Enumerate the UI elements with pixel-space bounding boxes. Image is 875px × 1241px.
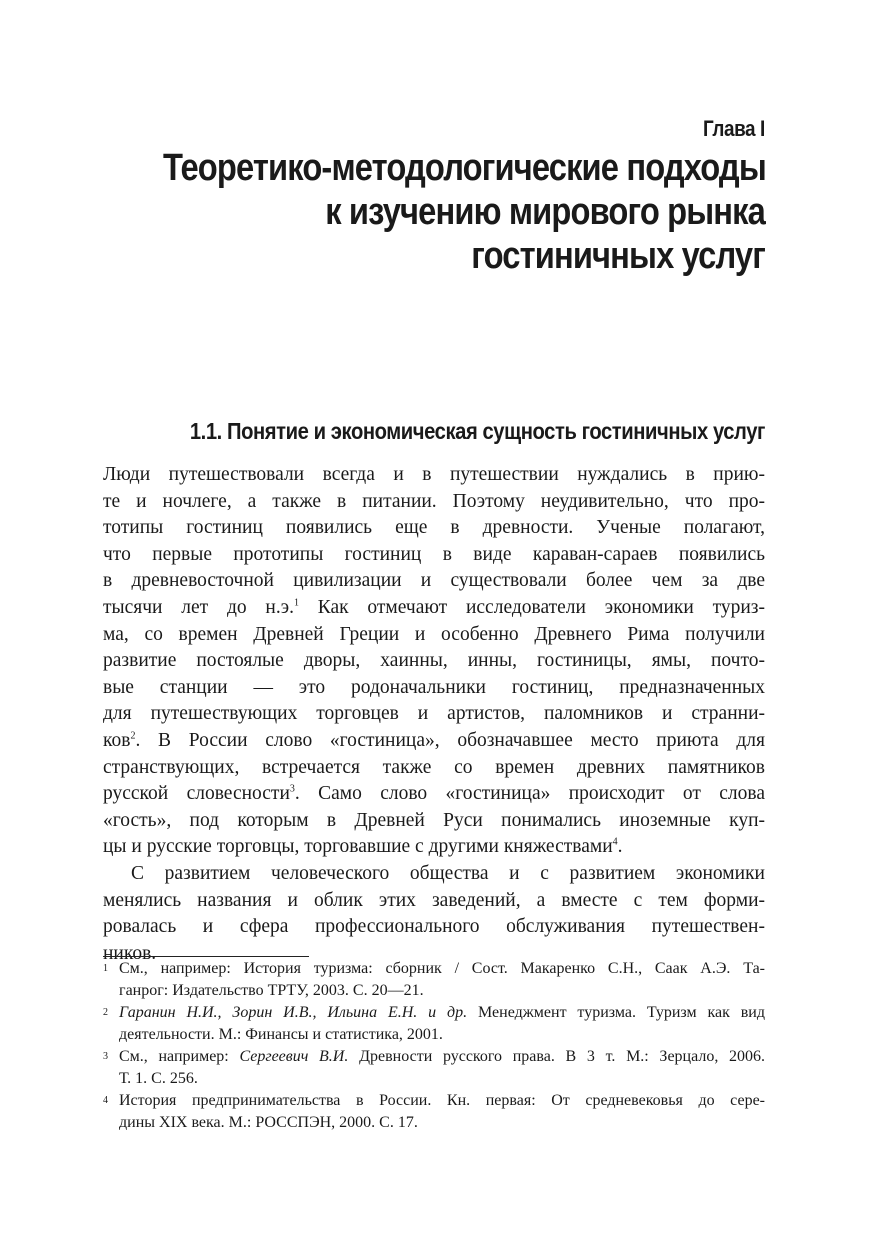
body-line bbox=[103, 595, 765, 622]
body-line bbox=[103, 834, 765, 861]
footnote-line: Т. 1. С. 256. bbox=[119, 1070, 198, 1087]
section-title: 1.1. Понятие и экономическая сущность гостиничных услуг bbox=[189, 418, 766, 444]
body-text-run: . bbox=[617, 836, 623, 858]
body-line: менялись названия и облик этих заведений, а вместе с тем форми- bbox=[103, 889, 765, 911]
footnote-line: ганрог: Издательство ТРТУ, 2003. С. 20—21. bbox=[119, 982, 424, 999]
footnote-line: См., например: История туризма: сборник / Сост. Макаренко С.Н., Саак А.Э. Та- bbox=[119, 960, 765, 977]
chapter-title-line: Теоретико-методологические подходы bbox=[163, 147, 766, 189]
footnote-line: дины XIX века. М.: РОССПЭН, 2000. С. 17. bbox=[119, 1114, 418, 1131]
footnote-ref: 3 bbox=[289, 783, 295, 795]
body-line bbox=[103, 781, 765, 808]
footnote bbox=[103, 1046, 765, 1090]
footnote-ref: 2 bbox=[130, 730, 136, 742]
body-text-run: тысячи лет до н.э. bbox=[103, 596, 294, 618]
footnote-text-run: См., например: bbox=[119, 1048, 240, 1065]
body-text-run: . В России слово «гостиница», обозначавшее место приюта для bbox=[135, 729, 765, 751]
body-line: «гость», под которым в Древней Руси понимались иноземные куп- bbox=[103, 809, 765, 831]
footnote-authors: Сергеевич В.И. bbox=[239, 1048, 349, 1065]
footnote-text-run: Древности русского права. В 3 т. М.: Зерцало, 2006. bbox=[348, 1048, 766, 1065]
chapter-label: Глава I bbox=[703, 116, 765, 141]
body-line: ровалась и сфера профессионального обслуживания путешествен- bbox=[103, 916, 765, 938]
chapter-title-line: к изучению мирового рынка bbox=[325, 191, 765, 233]
body-line: те и ночлеге, а также в питании. Поэтому неудивительно, что про- bbox=[103, 490, 765, 512]
chapter-title-line: гостиничных услуг bbox=[471, 235, 765, 277]
footnote-number: 4 bbox=[103, 1095, 108, 1106]
body-text-run: Как отмечают исследователи экономики туриз- bbox=[298, 596, 766, 618]
body-line: ников. bbox=[103, 942, 157, 964]
body-line: ма, со времен Древней Греции и особенно Древнего Рима получили bbox=[103, 623, 765, 645]
footnote bbox=[103, 1090, 765, 1134]
footnote-line: деятельности. М.: Финансы и статистика, 2001. bbox=[119, 1026, 443, 1043]
chapter-title bbox=[65, 146, 765, 278]
body-text-run: цы и русские торговцы, торговавшие с другими княжествами bbox=[103, 836, 613, 858]
footnotes bbox=[103, 958, 765, 1134]
body-text-run: ков bbox=[103, 729, 131, 751]
footnote-divider bbox=[103, 956, 309, 957]
footnote-ref: 4 bbox=[612, 836, 618, 848]
body-text-run: русской словесности bbox=[103, 783, 290, 805]
body-line: развитие постоялые дворы, хаинны, инны, гостиницы, ямы, почто- bbox=[103, 650, 765, 672]
footnote-ref: 1 bbox=[293, 597, 299, 609]
body-line bbox=[103, 728, 765, 755]
footnote-line bbox=[119, 1046, 765, 1068]
body-line: что первые прототипы гостиниц в виде караван-сараев появились bbox=[103, 543, 765, 565]
body-text-run: . Само слово «гостиница» происходит от слова bbox=[294, 783, 766, 805]
body-line: вые станции — это родоначальники гостиниц, предназначенных bbox=[103, 676, 765, 698]
footnote-text-run: Менеджмент туризма. Туризм как вид bbox=[467, 1004, 766, 1021]
body-line: странствующих, встречается также со времен древних памятников bbox=[103, 756, 765, 778]
body-line: С развитием человеческого общества и с развитием экономики bbox=[131, 862, 765, 884]
footnote-number: 2 bbox=[103, 1007, 108, 1018]
footnote-line: История предпринимательства в России. Кн. первая: От средневековья до сере- bbox=[119, 1092, 765, 1109]
body-line: для путешествующих торговцев и артистов, паломников и странни- bbox=[103, 703, 765, 725]
footnote-authors: Гаранин Н.И., Зорин И.В., Ильина Е.Н. и др. bbox=[119, 1004, 468, 1021]
body-line: Люди путешествовали всегда и в путешествии нуждались в прию- bbox=[103, 464, 765, 485]
footnote-number: 1 bbox=[103, 963, 108, 974]
footnote-number: 3 bbox=[103, 1051, 108, 1062]
footnote bbox=[103, 958, 765, 1002]
footnote bbox=[103, 1002, 765, 1046]
body-line: в древневосточной цивилизации и существовали более чем за две bbox=[103, 570, 765, 592]
body-line: тотипы гостиниц появились еще в древности. Ученые полагают, bbox=[103, 517, 765, 539]
body-text bbox=[103, 462, 765, 967]
footnote-line bbox=[119, 1002, 765, 1024]
